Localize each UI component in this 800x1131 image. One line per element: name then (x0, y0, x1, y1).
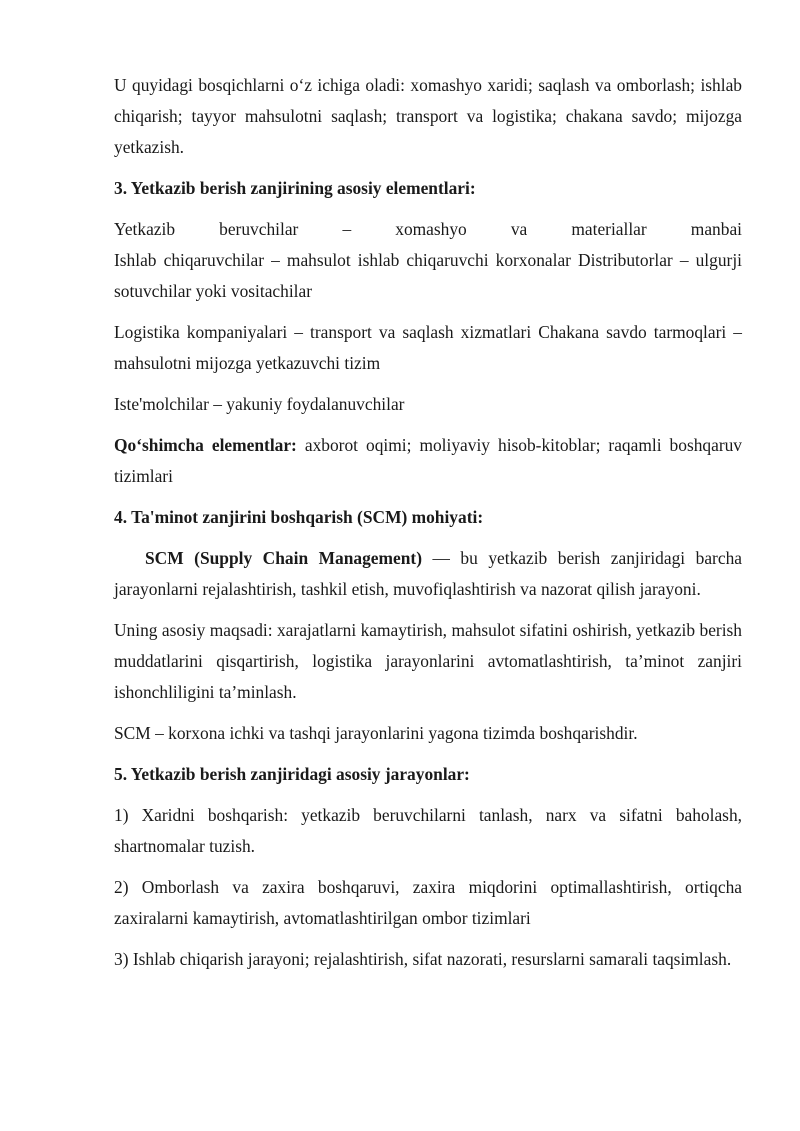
paragraph-consumers: Iste'molchilar – yakuniy foydalanuvchilar (114, 394, 405, 414)
scm-definition-text: — bu yetkazib berish zanjiridagi barcha jarayonlarni rejalashtirish, tashkil etish, muvofiqlashtirish va nazorat qilish jarayoni. (114, 548, 742, 599)
elements-line-suppliers: Yetkazib beruvchilar – xomashyo va materiallar manbai (114, 219, 742, 239)
paragraph-logistics: Logistika kompaniyalari – transport va saqlash xizmatlari Chakana savdo tarmoqlari – mahsulotni mijozga yetkazuvchi tizim (114, 322, 742, 373)
paragraph-scm-summary: SCM – korxona ichki va tashqi jarayonlarini yagona tizimda boshqarishdir. (114, 723, 638, 743)
document-page (114, 70, 742, 985)
paragraph-stages: U quyidagi bosqichlarni o‘z ichiga oladi: xomashyo xaridi; saqlash va omborlash; ishlab chiqarish; tayyor mahsulotni saqlash; transport va logistika; chakana savdo; mijozga yetkazish. (114, 75, 742, 157)
paragraph-scm-goal: Uning asosiy maqsadi: xarajatlarni kamaytirish, mahsulot sifatini oshirish, yetkazib berish muddatlarini qisqartirish, logistika jarayonlarini avtomatlashtirish, ta’minot zanjiri ishonchliligini ta’minlash. (114, 620, 742, 702)
paragraph-additional-elements (114, 430, 742, 492)
heading-section-3: 3. Yetkazib berish zanjirining asosiy elementlari: (114, 178, 476, 198)
paragraph-process-2: 2) Omborlash va zaxira boshqaruvi, zaxira miqdorini optimallashtirish, ortiqcha zaxiralarni kamaytirish, avtomatlashtirilgan ombor tizimlari (114, 877, 742, 928)
elements-line-manufacturers: Ishlab chiqaruvchilar – mahsulot ishlab chiqaruvchi korxonalar Distributorlar – ulgurji sotuvchilar yoki vositachilar (114, 250, 742, 301)
heading-section-4: 4. Ta'minot zanjirini boshqarish (SCM) mohiyati: (114, 507, 484, 527)
additional-elements-text: axborot oqimi; moliyaviy hisob-kitoblar; raqamli boshqaruv tizimlari (114, 435, 742, 486)
paragraph-elements (114, 214, 742, 307)
paragraph-process-1: 1) Xaridni boshqarish: yetkazib beruvchilarni tanlash, narx va sifatni baholash, shartnomalar tuzish. (114, 805, 742, 856)
paragraph-process-3: 3) Ishlab chiqarish jarayoni; rejalashtirish, sifat nazorati, resurslarni samarali taqsimlash. (114, 949, 732, 969)
paragraph-scm-definition (114, 543, 742, 605)
additional-elements-label: Qo‘shimcha elementlar: (114, 435, 297, 455)
scm-term: SCM (Supply Chain Management) (145, 548, 422, 568)
heading-section-5: 5. Yetkazib berish zanjiridagi asosiy jarayonlar: (114, 764, 470, 784)
